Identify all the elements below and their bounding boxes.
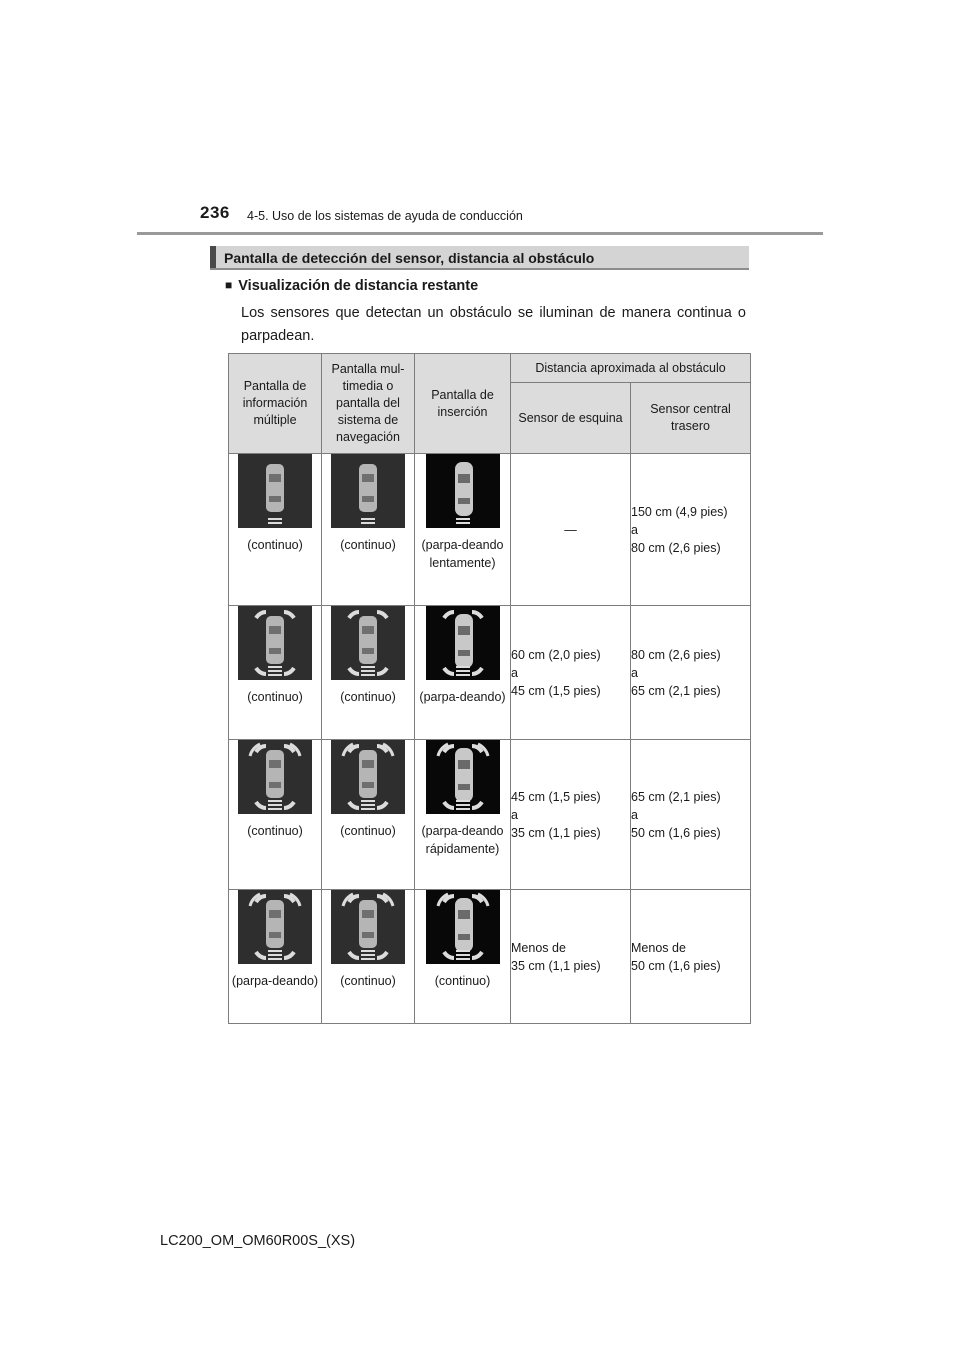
rear-distance-line: 50 cm (1,6 pies) <box>631 825 721 840</box>
header-rule <box>137 232 823 235</box>
multimedia-display-caption: (continuo) <box>340 690 396 704</box>
info-display-cell <box>229 740 322 890</box>
info-display-caption: (continuo) <box>247 538 303 552</box>
sensor-display-table <box>228 353 751 1024</box>
multimedia-display-screen-icon <box>322 606 414 680</box>
inset-display-screen-icon <box>415 740 510 814</box>
info-display-screen-icon <box>229 606 321 680</box>
rear-distance-line: 80 cm (2,6 pies) <box>631 540 721 555</box>
inset-display-caption: (parpa-deando rápidamente) <box>421 824 504 856</box>
info-display-screen-icon <box>229 740 321 814</box>
inset-display-screen-icon <box>415 606 510 680</box>
inset-display-cell <box>415 606 511 740</box>
multimedia-display-cell <box>322 454 415 606</box>
rear-distance-line: a <box>631 665 638 680</box>
info-display-caption: (continuo) <box>247 690 303 704</box>
info-display-caption: (continuo) <box>247 824 303 838</box>
section-banner <box>210 246 749 270</box>
rear-distance-line: a <box>631 522 638 537</box>
inset-display-caption: (parpa-deando) <box>419 690 506 704</box>
info-display-cell <box>229 454 322 606</box>
corner-distance-line: 45 cm (1,5 pies) <box>511 789 601 804</box>
info-display-screen-icon <box>229 890 321 964</box>
header-approx-distance: Distancia aproximada al obstáculo <box>511 354 751 383</box>
corner-distance-line: 60 cm (2,0 pies) <box>511 647 601 662</box>
rear-distance-line: 50 cm (1,6 pies) <box>631 958 721 973</box>
corner-sensor-distance <box>511 454 631 606</box>
header-multimedia-display: Pantalla mul-timedia o pantalla del sistema de navegación <box>322 354 415 454</box>
multimedia-display-screen-icon <box>322 740 414 814</box>
inset-display-caption: (continuo) <box>434 974 491 988</box>
multimedia-display-caption: (continuo) <box>340 974 396 988</box>
corner-distance-line: 35 cm (1,1 pies) <box>511 958 601 973</box>
footer-code: LC200_OM_OM60R00S_(XS) <box>160 1233 356 1249</box>
info-display-caption: (parpa-deando) <box>231 974 319 988</box>
info-display-screen-icon <box>229 454 321 528</box>
multimedia-display-cell <box>322 890 415 1024</box>
square-bullet-icon: ■ <box>225 278 233 292</box>
table-row <box>229 606 751 740</box>
inset-display-screen-icon <box>415 890 510 964</box>
table-row <box>229 890 751 1024</box>
corner-sensor-distance <box>511 606 631 740</box>
rear-distance-line: 65 cm (2,1 pies) <box>631 683 721 698</box>
inset-display-screen-icon <box>415 454 510 528</box>
intro-paragraph: Los sensores que detectan un obstáculo se iluminan de manera continua o parpadean. <box>241 305 746 344</box>
rear-distance-line: 150 cm (4,9 pies) <box>631 504 728 519</box>
header-inset-display: Pantalla de inserción <box>415 354 511 454</box>
inset-display-cell <box>415 890 511 1024</box>
info-display-cell <box>229 606 322 740</box>
multimedia-display-cell <box>322 606 415 740</box>
header-info-display: Pantalla de información múltiple <box>229 354 322 454</box>
corner-distance-line: 45 cm (1,5 pies) <box>511 683 601 698</box>
info-display-cell <box>229 890 322 1024</box>
bullet-heading-text: Visualización de distancia restante <box>238 278 479 294</box>
page-number: 236 <box>200 203 230 222</box>
rear-center-sensor-distance <box>631 740 751 890</box>
rear-center-sensor-distance <box>631 890 751 1024</box>
multimedia-display-caption: (continuo) <box>340 538 396 552</box>
corner-distance-line: a <box>511 807 518 822</box>
inset-display-caption: (parpa-deando lentamente) <box>421 538 504 570</box>
header-rear-center-sensor: Sensor central trasero <box>631 383 751 454</box>
corner-sensor-distance <box>511 740 631 890</box>
rear-distance-line: 80 cm (2,6 pies) <box>631 647 721 662</box>
rear-distance-line: 65 cm (2,1 pies) <box>631 789 721 804</box>
header-corner-sensor: Sensor de esquina <box>511 383 631 454</box>
inset-display-cell <box>415 454 511 606</box>
banner-accent-bar <box>210 246 216 268</box>
corner-distance-line: a <box>511 665 518 680</box>
corner-distance-line: Menos de <box>511 940 566 955</box>
multimedia-display-screen-icon <box>322 890 414 964</box>
multimedia-display-screen-icon <box>322 454 414 528</box>
rear-center-sensor-distance <box>631 454 751 606</box>
table-row <box>229 740 751 890</box>
rear-distance-line: a <box>631 807 638 822</box>
multimedia-display-caption: (continuo) <box>340 824 396 838</box>
section-title: 4-5. Uso de los sistemas de ayuda de conducción <box>247 209 523 223</box>
corner-distance-line: 35 cm (1,1 pies) <box>511 825 601 840</box>
multimedia-display-cell <box>322 740 415 890</box>
bullet-heading <box>225 278 478 294</box>
corner-distance-line: — <box>564 522 577 537</box>
inset-display-cell <box>415 740 511 890</box>
table-row <box>229 454 751 606</box>
corner-sensor-distance <box>511 890 631 1024</box>
rear-distance-line: Menos de <box>631 940 686 955</box>
banner-title: Pantalla de detección del sensor, distancia al obstáculo <box>224 250 595 266</box>
rear-center-sensor-distance <box>631 606 751 740</box>
